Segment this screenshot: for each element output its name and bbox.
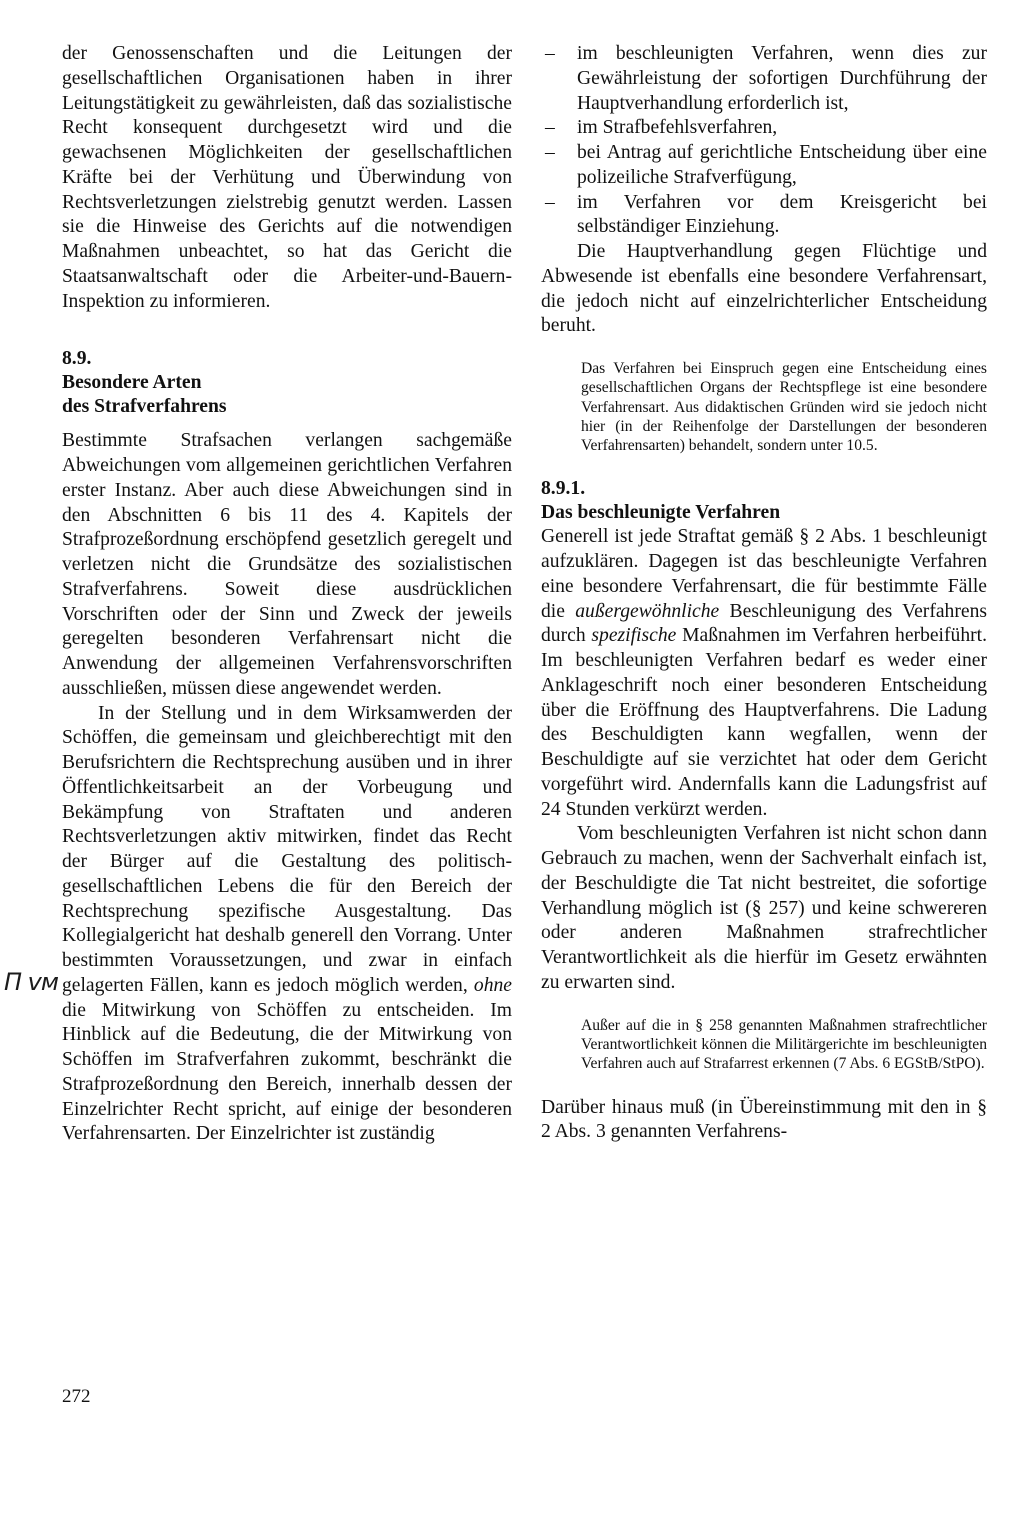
section-number: 8.9. xyxy=(62,348,92,370)
emphasis: spezifische xyxy=(591,625,677,647)
section-title-line-2: des Strafverfahrens xyxy=(62,396,227,418)
list-item-text: im Verfahren vor dem Kreisgericht bei selbständiger Einziehung. xyxy=(577,191,987,238)
spacer xyxy=(541,339,987,359)
text-run: In der Stellung und in dem Wirksamwerden der Schöffen, die gemeinsam und gleichberechtigt mit den Berufsrichtern die Rechtsprechung ausüben und in ihrer Öffentlichkeitsarbeit an der Vorbeugung und Bekämpfung von Straftaten und anderen Rechtsverletzungen aktiv mitwirken, findet das Recht der Bürger auf die Gestaltung des politisch-gesellschaftlichen Lebens die für den Bereich der Rechtsprechung spezifische Ausgestaltung. Das Kollegialgericht hat deshalb generell den Vorrang. Unter bestimmten Voraussetzungen, und zwar in einfach gelagerten Fällen, kann es jedoch möglich werden, xyxy=(62,702,512,996)
list-item xyxy=(541,116,987,141)
page-number: 272 xyxy=(62,1386,91,1407)
section-title-line-1: Besondere Arten xyxy=(62,372,202,394)
small-print-note-1: Das Verfahren bei Einspruch gegen eine Entscheidung eines gesellschaftlichen Organs der Rechtspflege ist eine besondere Verfahrensart. Aus didaktischen Gründen wird sie jedoch nicht hier (in der Reihenfolge der Darstellungen der besonderen Verfahrensarten) behandelt, sondern unter 10.5. xyxy=(581,360,987,455)
left-column xyxy=(62,42,512,1147)
emphasis: ohne xyxy=(473,974,512,996)
emphasis: außergewöhnliche xyxy=(575,600,720,622)
list-item xyxy=(541,141,987,191)
list-item xyxy=(541,191,987,241)
spacer xyxy=(62,419,512,429)
right-paragraph-4: Darüber hinaus muß (in Übereinstimmung mit den in § 2 Abs. 3 genannten Verfahrens- xyxy=(541,1096,987,1143)
right-paragraph-1: Die Hauptverhandlung gegen Flüchtige und Abwesende ist ebenfalls eine besondere Verfahrensart, die jedoch nicht auf einzelrichterlicher Entscheidung beruht. xyxy=(541,241,987,337)
left-paragraph-2: Bestimmte Strafsachen verlangen sachgemäße Abweichungen vom allgemeinen gerichtlichen Verfahren erster Instanz. Aber auch diese Abweichungen sind in den Abschnitten 6 bis 11 des 4. Kapitels der Strafprozeßordnung erschöpfend gesetzlich geregelt und verletzen nicht die Grundsätze des sozialistischen Strafverfahrens. Soweit diese ausdrücklichen Vorschriften oder der Sinn und Zweck der jeweils geregelten besonderen Verfahrensart nicht die Anwendung der allgemeinen Verfahrensvorschriften ausschließen, müssen diese angewendet werden. xyxy=(62,430,512,699)
subsection-number: 8.9.1. xyxy=(541,478,586,500)
dash-mark: – xyxy=(545,43,555,64)
spacer xyxy=(541,1074,987,1096)
right-paragraph-3: Vom beschleunigten Verfahren ist nicht schon dann Gebrauch zu machen, wenn der Sachverhalt einfach ist, der Beschuldigte die Tat nicht bestreitet, die sofortige Verhandlung möglich ist (§ 257) und keine schwereren oder anderen Maßnahmen strafrechtlicher Verantwortlichkeit als die hierfür im Gesetz erwähnten zu erwarten sind. xyxy=(541,823,987,993)
list-item-text: bei Antrag auf gerichtliche Entscheidung über eine polizeiliche Strafverfügung, xyxy=(577,142,987,188)
handwritten-margin-note: Π vм xyxy=(4,968,58,996)
text-run: Maßnahmen im Verfahren herbeiführt. Im beschleunigten Verfahren bedarf es weder einer Anklageschrift noch einer besonderen Entscheidung über die Eröffnung des Hauptverfahrens. Die Ladung des Beschuldigten kann wegfallen, wenn der Beschuldigte auf sie verzichtet hat oder dem Gericht vorgeführt wird. Andernfalls kann die Ladungsfrist auf 24 Stunden verkürzt werden. xyxy=(541,625,987,820)
spacer xyxy=(541,455,987,477)
spacer xyxy=(62,314,512,347)
dash-mark: – xyxy=(545,191,555,213)
left-paragraph-3 xyxy=(62,702,512,1148)
text-run: Beschleunigung des Verfahrens durch xyxy=(541,600,987,647)
dash-mark: – xyxy=(545,117,555,139)
right-paragraph-2 xyxy=(541,525,987,822)
list-item-text: im Strafbefehlsverfahren, xyxy=(577,117,778,139)
text-run: die Mitwirkung von Schöffen zu entscheiden. Im Hinblick auf die Bedeutung, die der Mitwirkung von Schöffen im Strafverfahren zukommt, beschränkt die Strafprozeßordnung den Bereich, innerhalb dessen der Einzelrichter Recht spricht, auf einige der besonderen Verfahrensarten. Der Einzelrichter ist zuständig xyxy=(62,999,512,1145)
left-paragraph-1: der Genossenschaften und die Leitungen der gesellschaftlichen Organisationen haben in ihrer Leitungstätigkeit zu gewährleisten, daß das sozialistische Recht konsequent durchgesetzt wird und die gewachsenen Möglichkeiten der gesellschaftlichen Kräfte bei der Verhütung und Überwindung von Rechtsverletzungen zielstrebig genutzt werden. Lassen sie die Hinweise des Gerichts auf die notwendigen Maßnahmen unbeachtet, so hat das Gericht die Staatsanwaltschaft oder die Arbeiter-und-Bauern-Inspektion zu informieren. xyxy=(62,43,512,312)
right-column xyxy=(541,42,987,1145)
subsection-title: Das beschleunigte Verfahren xyxy=(541,502,781,524)
list-item xyxy=(541,42,987,116)
small-print-note-2: Außer auf die in § 258 genannten Maßnahmen strafrechtlicher Verantwortlichkeit können die Militärgerichte im beschleunigten Verfahren auch auf Strafarrest erkennen (7 Abs. 6 EGStB/StPO). xyxy=(581,1016,987,1073)
spacer xyxy=(541,996,987,1016)
dash-mark: – xyxy=(545,142,555,163)
list-item-text: im beschleunigten Verfahren, wenn dies zur Gewährleistung der sofortigen Durchführung der Hauptverhandlung erforderlich ist, xyxy=(577,43,987,114)
text-run: Generell ist jede Straftat gemäß § 2 Abs. 1 beschleunigt aufzuklären. Dagegen ist das beschleunigte Verfahren eine besondere Verfahrensart, die für bestimmte Fälle die xyxy=(541,526,987,622)
